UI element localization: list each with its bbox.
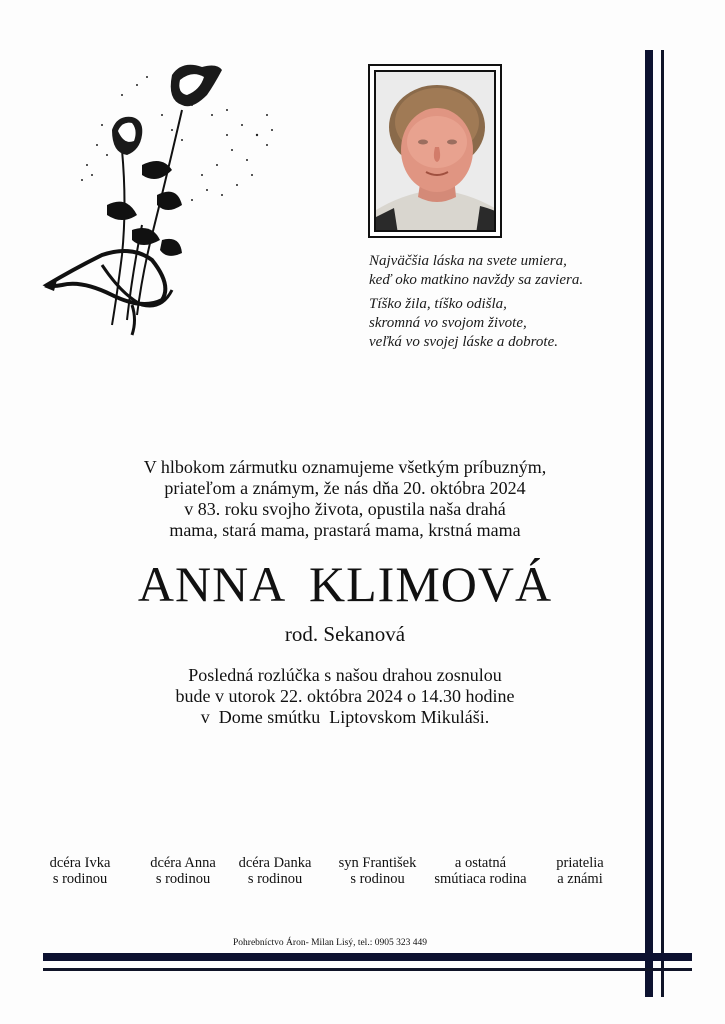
mourner-item xyxy=(40,855,120,887)
portrait-photo xyxy=(374,70,496,232)
mourner-family: s rodinou xyxy=(155,871,211,887)
funeral-home-credit: Pohrebníctvo Áron- Milan Lisý, tel.: 0905 323 449 xyxy=(233,938,427,948)
mourner-family: s rodinou xyxy=(247,871,303,887)
mourner-item xyxy=(545,855,615,887)
mourner-item xyxy=(230,855,320,887)
mourner-item xyxy=(428,855,533,887)
mourner-name: dcéra Anna xyxy=(150,855,216,871)
poem-line: Tíško žila, tíško odišla, xyxy=(369,296,507,312)
mourner-name: a ostatná xyxy=(454,855,507,871)
poem-line: skromná vo svojom živote, xyxy=(369,315,527,331)
mourners-list xyxy=(40,855,630,891)
funeral-details xyxy=(80,665,610,728)
poem-line: Najväčšia láska na svete umiera, xyxy=(369,253,567,269)
mourner-name: priatelia xyxy=(556,855,604,871)
deceased-name: ANNA KLIMOVÁ xyxy=(137,556,553,612)
poem-stanza-1 xyxy=(369,252,629,290)
mourner-name: dcéra Ivka xyxy=(49,855,111,871)
maiden-name: rod. Sekanová xyxy=(284,622,406,646)
mourner-family: smútiaca rodina xyxy=(434,871,527,887)
funeral-line: bude v utorok 22. októbra 2024 o 14.30 hodine xyxy=(175,686,515,706)
mourner-item xyxy=(330,855,425,887)
poem-stanza-2 xyxy=(369,295,629,352)
mourner-family: s rodinou xyxy=(350,871,405,887)
mourner-name: syn František xyxy=(338,855,417,871)
vertical-border-thick xyxy=(645,50,653,997)
funeral-line: Posledná rozlúčka s našou drahou zosnulou xyxy=(188,665,502,685)
announcement-line: priateľom a známym, že nás dňa 20. októbra 2024 xyxy=(164,478,526,498)
portrait-photo-frame xyxy=(368,64,502,238)
announcement-line: V hlbokom zármutku oznamujeme všetkým príbuzným, xyxy=(143,457,547,477)
announcement-line: mama, stará mama, prastará mama, krstná mama xyxy=(169,520,521,540)
mourner-item xyxy=(138,855,228,887)
mourner-family: s rodinou xyxy=(52,871,108,887)
poem-line: veľká vo svojej láske a dobrote. xyxy=(369,334,559,350)
death-announcement xyxy=(80,457,610,541)
memorial-poem xyxy=(369,252,629,357)
vertical-border-thin xyxy=(661,50,664,997)
mourner-name: dcéra Danka xyxy=(238,855,312,871)
horizontal-border-thick xyxy=(43,953,692,961)
poem-line: keď oko matkino navždy sa zaviera. xyxy=(369,272,584,288)
announcement-line: v 83. roku svojho života, opustila naša drahá xyxy=(184,499,506,519)
horizontal-border-thin xyxy=(43,968,692,971)
mourner-family: a známi xyxy=(557,871,603,887)
rose-bouquet-icon xyxy=(42,55,282,345)
funeral-line: v Dome smútku Liptovskom Mikuláši. xyxy=(200,707,490,727)
